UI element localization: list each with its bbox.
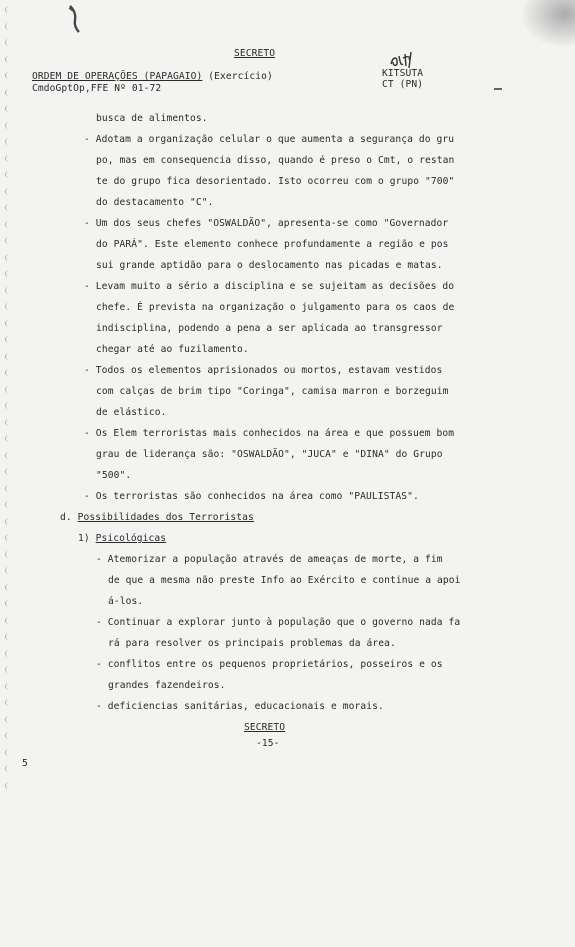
- subsection-heading: Psicológicas: [95, 533, 167, 544]
- binder-hole: [5, 501, 13, 508]
- body-line: - Todos os elementos aprisionados ou mortos, estavam vestidos: [84, 365, 443, 376]
- binder-hole: [5, 6, 13, 13]
- binder-hole: [5, 23, 13, 30]
- issuer: CmdoGptOp,FFE Nº 01-72: [32, 83, 162, 94]
- body-line: indisciplina, podendo a pena a ser aplicada ao transgressor: [96, 323, 443, 334]
- body-line: do PARÁ". Este elemento conhece profundamente a região e pos: [96, 239, 449, 250]
- section-d-line: grandes fazendeiros.: [108, 680, 226, 691]
- body-line: chefe. É prevista na organização o julgamento para os caos de: [96, 302, 455, 313]
- binder-hole: [5, 122, 13, 129]
- binder-hole: [5, 716, 13, 723]
- binder-hole: [5, 782, 13, 789]
- body-line: com calças de brim tipo "Coringa", camisa marron e borzeguim: [96, 386, 449, 397]
- section-d-heading: Possibilidades dos Terroristas: [77, 512, 254, 523]
- binder-hole: [5, 237, 13, 244]
- binder-hole: [5, 270, 13, 277]
- binder-hole: [5, 584, 13, 591]
- order-title-line: [32, 71, 273, 83]
- binder-hole: [5, 419, 13, 426]
- section-d-heading-line: [60, 512, 254, 524]
- binder-hole: [5, 171, 13, 178]
- section-d-line: - conflitos entre os pequenos proprietários, posseiros e os: [96, 659, 443, 670]
- binder-hole: [5, 600, 13, 607]
- binder-hole: [5, 105, 13, 112]
- binder-hole: [5, 749, 13, 756]
- binder-hole: [5, 369, 13, 376]
- copy-right-line2: CT (PN): [382, 79, 424, 90]
- handwritten-initials: [389, 50, 423, 70]
- binder-hole: [5, 683, 13, 690]
- binder-hole: [5, 402, 13, 409]
- page-number: -15-: [256, 738, 280, 749]
- binder-hole: [5, 287, 13, 294]
- binder-hole: [5, 435, 13, 442]
- staple-mark: [66, 4, 82, 34]
- order-subtitle: (Exercício): [208, 71, 273, 82]
- binder-hole: [5, 650, 13, 657]
- body-line: - Os terroristas são conhecidos na área como "PAULISTAS".: [84, 491, 419, 502]
- body-line: - Os Elem terroristas mais conhecidos na área e que possuem bom: [84, 428, 455, 439]
- binder-hole: [5, 204, 13, 211]
- copy-right-line1: KITSUTA: [382, 68, 424, 79]
- section-d-line: - Continuar a explorar junto à população que o governo nada fa: [96, 617, 461, 628]
- binder-hole: [5, 386, 13, 393]
- binder-hole: [5, 666, 13, 673]
- binder-hole: [5, 468, 13, 475]
- binder-hole: [5, 303, 13, 310]
- binder-hole: [5, 699, 13, 706]
- body-line: "500".: [96, 470, 132, 481]
- binder-hole: [5, 534, 13, 541]
- body-line: sui grande aptidão para o deslocamento nas picadas e matas.: [96, 260, 443, 271]
- body-line: de elástico.: [96, 407, 167, 418]
- order-title: ORDEM DE OPERAÇÕES (PAPAGAIO): [32, 71, 203, 82]
- binder-hole: [5, 155, 13, 162]
- binder-hole: [5, 188, 13, 195]
- section-d-line: - Atemorizar a população através de ameaças de morte, a fim: [96, 554, 443, 565]
- binder-hole: [5, 72, 13, 79]
- body-line: chegar até ao fuzilamento.: [96, 344, 249, 355]
- binder-hole: [5, 765, 13, 772]
- section-d-line: de que a mesma não preste Info ao Exército e continue a apoi: [108, 575, 461, 586]
- binder-hole: [5, 452, 13, 459]
- body-line: do destacamento "C".: [96, 197, 214, 208]
- subsection-label: 1): [78, 533, 90, 544]
- binder-hole: [5, 551, 13, 558]
- binder-hole: [5, 353, 13, 360]
- binder-hole: [5, 518, 13, 525]
- binder-hole: [5, 567, 13, 574]
- binder-hole: [5, 254, 13, 261]
- section-d-label: d.: [60, 512, 72, 523]
- body-line: po, mas em consequencia disso, quando é preso o Cmt, o restan: [96, 155, 455, 166]
- binder-holes: [2, 6, 16, 796]
- binder-hole: [5, 485, 13, 492]
- body-line: - Adotam a organização celular o que aumenta a segurança do gru: [84, 134, 455, 145]
- stray-mark: [494, 88, 502, 90]
- classification-bottom: SECRETO: [244, 722, 286, 733]
- binder-hole: [5, 617, 13, 624]
- body-line: grau de liderança são: "OSWALDÃO", "JUCA" e "DINA" do Grupo: [96, 449, 443, 460]
- section-d-line: - deficiencias sanitárias, educacionais e morais.: [96, 701, 384, 712]
- body-line: - Um dos seus chefes "OSWALDÃO", apresenta-se como "Governador: [84, 218, 449, 229]
- classification-top: SECRETO: [234, 48, 276, 59]
- section-d-line: rá para resolver os principais problemas da área.: [108, 638, 396, 649]
- binder-hole: [5, 138, 13, 145]
- body-line: te do grupo fica desorientado. Isto ocorreu com o grupo "700": [96, 176, 455, 187]
- margin-mark: 5: [22, 758, 28, 769]
- binder-hole: [5, 89, 13, 96]
- binder-hole: [5, 221, 13, 228]
- binder-hole: [5, 39, 13, 46]
- section-d-line: á-los.: [108, 596, 144, 607]
- binder-hole: [5, 732, 13, 739]
- binder-hole: [5, 56, 13, 63]
- binder-hole: [5, 336, 13, 343]
- binder-hole: [5, 320, 13, 327]
- scan-shadow: [523, 0, 575, 46]
- subsection-heading-line: [78, 533, 166, 545]
- body-line: busca de alimentos.: [96, 113, 208, 124]
- binder-hole: [5, 633, 13, 640]
- body-line: - Levam muito a sério a disciplina e se sujeitam as decisões do: [84, 281, 455, 292]
